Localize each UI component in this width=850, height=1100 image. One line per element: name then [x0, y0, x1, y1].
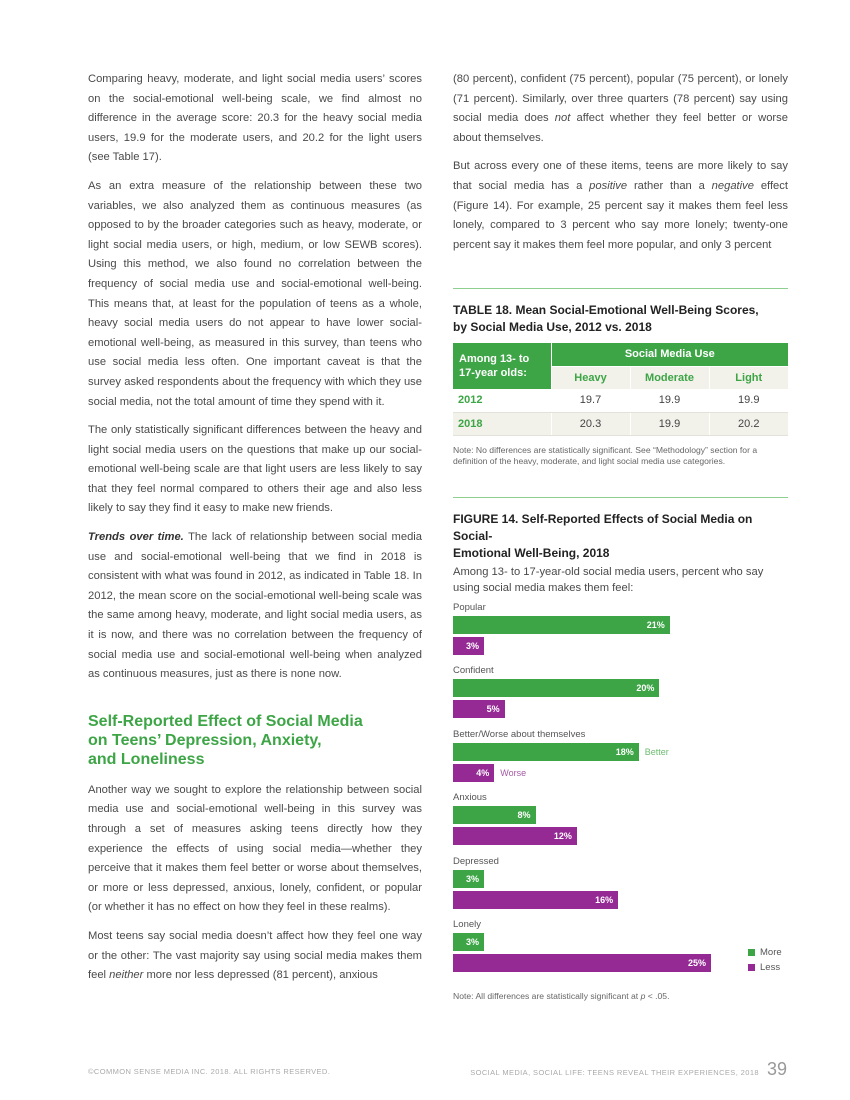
- section-heading: [88, 712, 422, 769]
- bar-less: [453, 954, 711, 972]
- data-label: 25%: [687, 958, 706, 968]
- table-18: [453, 288, 788, 467]
- run-in-heading: Trends over time.: [88, 531, 184, 544]
- text-run: Note: All differences are statistically significant at: [453, 991, 641, 1001]
- column-header: Moderate: [630, 366, 709, 389]
- row-label: 2012: [453, 389, 551, 412]
- category-label: Better/Worse about themselves: [453, 728, 586, 740]
- paragraph: [453, 157, 788, 255]
- bar-more: [453, 806, 536, 824]
- chart-legend: [748, 945, 782, 975]
- text-run: < .05.: [645, 991, 670, 1001]
- data-table: [453, 343, 788, 436]
- bar-less: [453, 827, 577, 845]
- paragraph-trends: [88, 528, 422, 685]
- figure-note: [453, 991, 669, 1001]
- footer-copyright: ©COMMON SENSE MEDIA INC. 2018. ALL RIGHTS RESERVED.: [88, 1067, 331, 1076]
- emphasis: positive: [589, 179, 628, 192]
- data-label: 3%: [465, 641, 479, 651]
- table-group-header: Social Media Use: [551, 343, 788, 366]
- legend-label: Less: [760, 962, 781, 973]
- text-run: Most teens say social media doesn’t affect how they feel one way or the other: The vast majority say using social media makes them feel: [88, 929, 422, 982]
- paragraph: As an extra measure of the relationship between these two variables, we also analyzed them as continuous measures (as opposed to by the broader categories such as heavy, moderate, or light social media users, or high, medium, or low SEWB scores). Using this method, we also found no correlation between the frequency of social media use and social-emotional well-being. This means that, at least for the population of teens as a whole, heavy social media users do not appear to have lower social-emotional well-being, as measured in this survey, than teens who use social media less often. One important caveat is that the survey asked respondents about the frequency with which they use social media, not the total amount of time they spend with it.: [88, 179, 422, 408]
- footer-report-title: SOCIAL MEDIA, SOCIAL LIFE: TEENS REVEAL THEIR EXPERIENCES, 2018: [470, 1068, 759, 1077]
- right-column: [453, 70, 788, 264]
- emphasis: not: [554, 112, 571, 125]
- divider: [453, 288, 788, 289]
- table-row: [453, 412, 788, 435]
- bar-more: [453, 679, 659, 697]
- paragraph: The only statistically significant differences between the heavy and light social media users on the questions that make up our social-emotional well-being scale are that light users are less likely to say that they feel normal compared to others their age and also less likely to say they find it easy to make new friends.: [88, 424, 422, 515]
- table-note: Note: No differences are statistically significant. See “Methodology” section for a definition of the heavy, moderate, and light social media use categories.: [453, 444, 758, 466]
- text-run: rather than a: [627, 179, 712, 192]
- table-cell: 19.9: [630, 412, 709, 435]
- bar-more: [453, 933, 484, 951]
- bar-annotation: Better: [644, 746, 669, 757]
- row-label: 2018: [453, 412, 551, 435]
- title-line: FIGURE 14. Self-Reported Effects of Social Media on Social-: [453, 512, 753, 543]
- data-label: 5%: [486, 704, 500, 715]
- emphasis: negative: [711, 179, 754, 192]
- title-line: by Social Media Use, 2012 vs. 2018: [453, 320, 652, 334]
- corner-line: 17-year olds:: [459, 367, 527, 379]
- data-label: 18%: [615, 746, 634, 757]
- title-line: TABLE 18. Mean Social-Emotional Well-Being Scores,: [453, 303, 759, 317]
- paragraph: Another way we sought to explore the relationship between social media use and social-emotional well-being in this survey was through a set of measures asking teens directly how they experience the effects of using social media—whether they perceive that it makes them feel better or worse about themselves, or more or less depressed, anxious, lonely, confident, or popular (or whether it has no effect on how they feel in these realms).: [88, 783, 422, 914]
- table-cell: 20.2: [709, 412, 788, 435]
- legend-label: More: [760, 947, 782, 958]
- bar-more: [453, 743, 639, 761]
- table-row: [453, 389, 788, 412]
- footer-right: [470, 1059, 787, 1080]
- category-label: Confident: [453, 665, 494, 677]
- data-label: 3%: [465, 873, 479, 884]
- data-label: 20%: [636, 683, 655, 694]
- left-column: [88, 70, 422, 995]
- data-label: 21%: [646, 620, 665, 630]
- figure-14-chart: [453, 600, 788, 980]
- data-label: 4%: [476, 767, 490, 778]
- bar-less: [453, 700, 505, 718]
- category-label: Lonely: [453, 919, 481, 930]
- title-line: Emotional Well-Being, 2018: [453, 546, 610, 560]
- legend-item-more: [748, 945, 782, 960]
- heading-line: Self-Reported Effect of Social Media: [88, 712, 363, 730]
- bar-less: [453, 891, 618, 909]
- table-title: [453, 302, 788, 336]
- corner-line: Among 13- to: [459, 353, 530, 365]
- heading-line: on Teens’ Depression, Anxiety,: [88, 731, 322, 749]
- data-label: 8%: [517, 810, 531, 821]
- paragraph-text: The lack of relationship between social media use and social-emotional well-being that we find in 2018 is consistent with what was found in 2012, as indicated in Table 18. In 2012, the mean score on the social-emotional well-being scale was the same among heavy, moderate, and light social media users, as it is now, and there was no correlation between the frequency of social media use and social-emotional well-being when analyzed as continuous measures, just as there is none now.: [88, 531, 422, 681]
- figure-title: [453, 511, 788, 562]
- table-corner-header: [453, 343, 551, 389]
- data-label: 3%: [465, 937, 479, 947]
- text-run: effect (Figure 14). For example, 25 percent say it makes them feel less lonely, compared to 3 percent who say more lonely; twenty-one percent say it makes them feel more popular, and only 3 percent: [453, 179, 788, 251]
- paragraph: [88, 927, 422, 986]
- bar-annotation: Worse: [500, 767, 527, 778]
- table-cell: 20.3: [551, 412, 630, 435]
- table-cell: 19.7: [551, 389, 630, 412]
- column-header: Heavy: [551, 366, 630, 389]
- column-header: Light: [709, 366, 788, 389]
- table-cell: 19.9: [630, 389, 709, 412]
- emphasis: p: [640, 991, 646, 1001]
- data-label: 16%: [595, 894, 614, 905]
- legend-swatch: [748, 964, 755, 971]
- paragraph: [453, 70, 788, 148]
- bar-more: [453, 616, 670, 634]
- figure-subtitle: Among 13- to 17-year-old social media users, percent who say using social media makes them feel:: [453, 566, 764, 594]
- legend-swatch: [748, 949, 755, 956]
- text-run: affect whether they feel better or worse about themselves.: [453, 112, 788, 144]
- bar-less: [453, 637, 484, 655]
- heading-line: and Loneliness: [88, 750, 205, 768]
- figure-14-header: [453, 497, 788, 596]
- category-label: Depressed: [453, 855, 499, 867]
- data-label: 12%: [553, 831, 572, 842]
- emphasis: neither: [109, 969, 144, 982]
- paragraph: Comparing heavy, moderate, and light social media users’ scores on the social-emotional well-being scale, we find almost no difference in the average score: 20.3 for the heavy social media users, 19.9 for the moderate users, and 20.2 for the light users (see Table 17).: [88, 73, 422, 164]
- text-run: (80 percent), confident (75 percent), popular (75 percent), or lonely (71 percent). Similarly, over three quarters (78 percent) say using social media does: [453, 73, 788, 125]
- text-run: more nor less depressed (81 percent), anxious: [143, 969, 378, 982]
- divider: [453, 497, 788, 498]
- bar-more: [453, 870, 484, 888]
- bar-less: [453, 764, 494, 782]
- category-label: Popular: [453, 602, 486, 613]
- table-cell: 19.9: [709, 389, 788, 412]
- legend-item-less: [748, 960, 782, 975]
- category-label: Anxious: [453, 792, 487, 804]
- page-number: 39: [766, 1059, 787, 1079]
- text-run: But across every one of these items, teens are more likely to say that social media has a: [453, 160, 788, 192]
